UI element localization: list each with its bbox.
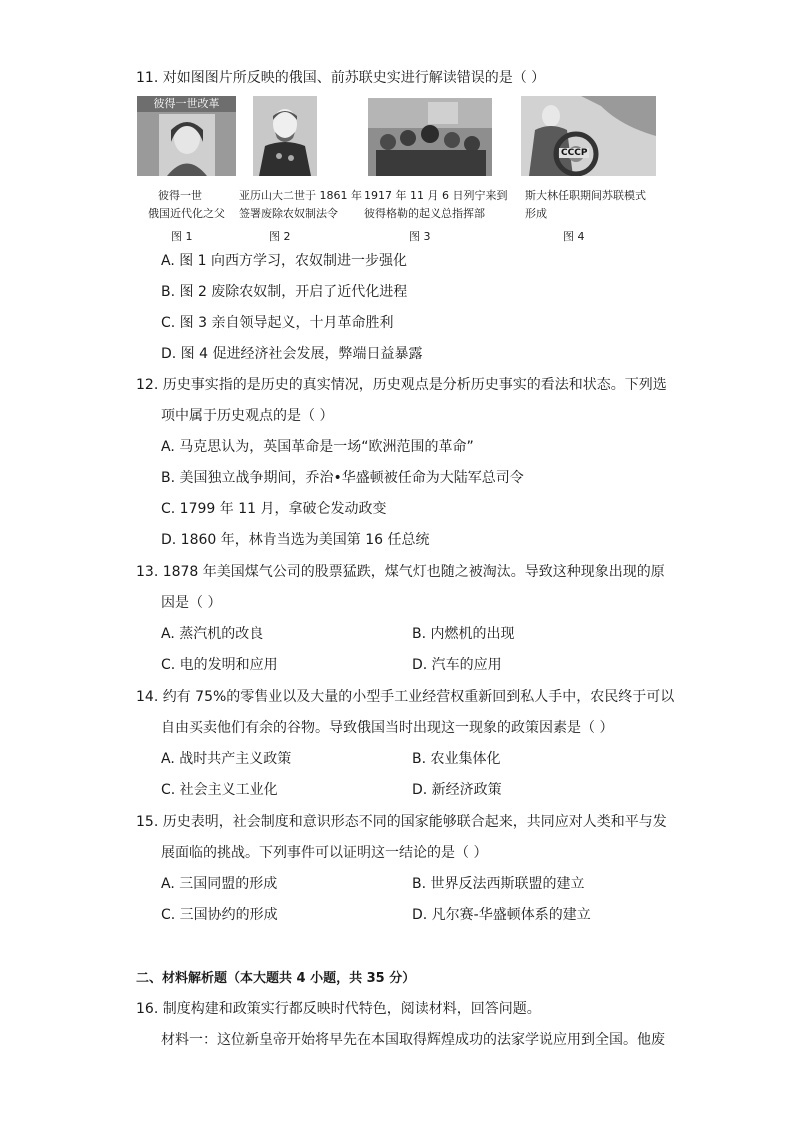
- figure-4-overlay-text: CCCP: [561, 148, 588, 158]
- question-12-option-a[interactable]: A. 马克思认为，英国革命是一场“欧洲范围的革命”: [161, 439, 474, 455]
- question-11-option-c[interactable]: C. 图 3 亲自领导起义，十月革命胜利: [161, 315, 394, 331]
- question-11-option-a[interactable]: A. 图 1 向西方学习，农奴制进一步强化: [161, 253, 408, 269]
- question-15-option-c[interactable]: C. 三国协约的形成: [161, 907, 278, 923]
- question-16-stem: 16. 制度构建和政策实行都反映时代特色，阅读材料，回答问题。: [136, 1001, 541, 1017]
- figure-2-caption-line2: 签署废除农奴制法令: [239, 207, 338, 220]
- question-13-option-c[interactable]: C. 电的发明和应用: [161, 657, 278, 673]
- question-14-option-a[interactable]: A. 战时共产主义政策: [161, 751, 292, 767]
- portrait-icon: [137, 96, 236, 176]
- question-12-option-b[interactable]: B. 美国独立战争期间，乔治•华盛顿被任命为大陆军总司令: [161, 470, 524, 486]
- question-12-option-c[interactable]: C. 1799 年 11 月，拿破仑发动政变: [161, 501, 387, 517]
- crowd-scene-icon: [368, 98, 492, 176]
- figure-4-caption-line1: 斯大林任职期间苏联模式: [525, 189, 646, 202]
- figure-4-image: [521, 96, 656, 176]
- poster-icon: [521, 96, 656, 176]
- question-14-option-b[interactable]: B. 农业集体化: [412, 751, 501, 767]
- question-11-option-b[interactable]: B. 图 2 废除农奴制，开启了近代化进程: [161, 284, 408, 300]
- figure-2-label: 图 2: [269, 230, 291, 243]
- figure-3-caption-line1: 1917 年 11 月 6 日列宁来到: [364, 189, 508, 202]
- figure-1-label: 图 1: [171, 230, 193, 243]
- figure-4-label: 图 4: [563, 230, 585, 243]
- question-15-stem-line2: 展面临的挑战。下列事件可以证明这一结论的是（ ）: [161, 845, 488, 861]
- figure-3-caption-line2: 彼得格勒的起义总指挥部: [364, 207, 485, 220]
- question-14-option-c[interactable]: C. 社会主义工业化: [161, 782, 278, 798]
- question-12-stem-line2: 项中属于历史观点的是（ ）: [161, 408, 334, 424]
- question-15-option-d[interactable]: D. 凡尔赛-华盛顿体系的建立: [412, 907, 591, 923]
- question-15-option-a[interactable]: A. 三国同盟的形成: [161, 876, 278, 892]
- question-13-option-a[interactable]: A. 蒸汽机的改良: [161, 626, 264, 642]
- question-14-option-d[interactable]: D. 新经济政策: [412, 782, 502, 798]
- figure-2-image: [253, 96, 317, 176]
- question-13-stem-line2: 因是（ ）: [161, 595, 222, 611]
- question-12-stem-line1: 12. 历史事实指的是历史的真实情况，历史观点是分析历史事实的看法和状态。下列选: [136, 377, 667, 393]
- figure-1-caption-line1: 彼得一世: [158, 189, 202, 202]
- figure-1-title-banner: 彼得一世改革: [137, 96, 236, 112]
- figure-2-caption-line1: 亚历山大二世于 1861 年: [239, 189, 362, 202]
- figure-3-image: [368, 98, 492, 176]
- figure-1-image: [137, 96, 236, 176]
- question-13-stem-line1: 13. 1878 年美国煤气公司的股票猛跌，煤气灯也随之被淘汰。导致这种现象出现的原: [136, 564, 665, 580]
- question-11-stem: 11. 对如图图片所反映的俄国、前苏联史实进行解读错误的是（ ）: [136, 70, 546, 86]
- question-13-option-d[interactable]: D. 汽车的应用: [412, 657, 502, 673]
- figure-3-label: 图 3: [409, 230, 431, 243]
- question-14-stem-line1: 14. 约有 75%的零售业以及大量的小型手工业经营权重新回到私人手中，农民终于可以: [136, 689, 675, 705]
- section-2-heading: 二、材料解析题（本大题共 4 小题，共 35 分）: [136, 971, 416, 986]
- question-13-option-b[interactable]: B. 内燃机的出现: [412, 626, 515, 642]
- figure-4-caption-line2: 形成: [525, 207, 547, 220]
- portrait-icon: [253, 96, 317, 176]
- question-15-option-b[interactable]: B. 世界反法西斯联盟的建立: [412, 876, 585, 892]
- question-12-option-d[interactable]: D. 1860 年，林肯当选为美国第 16 任总统: [161, 532, 430, 548]
- figure-1-caption-line2: 俄国近代化之父: [148, 207, 225, 220]
- question-16-material-1: 材料一：这位新皇帝开始将早先在本国取得辉煌成功的法家学说应用到全国。他废: [161, 1032, 665, 1048]
- question-11-option-d[interactable]: D. 图 4 促进经济社会发展，弊端日益暴露: [161, 346, 423, 362]
- question-14-stem-line2: 自由买卖他们有余的谷物。导致俄国当时出现这一现象的政策因素是（ ）: [161, 720, 614, 736]
- question-15-stem-line1: 15. 历史表明，社会制度和意识形态不同的国家能够联合起来，共同应对人类和平与发: [136, 814, 667, 830]
